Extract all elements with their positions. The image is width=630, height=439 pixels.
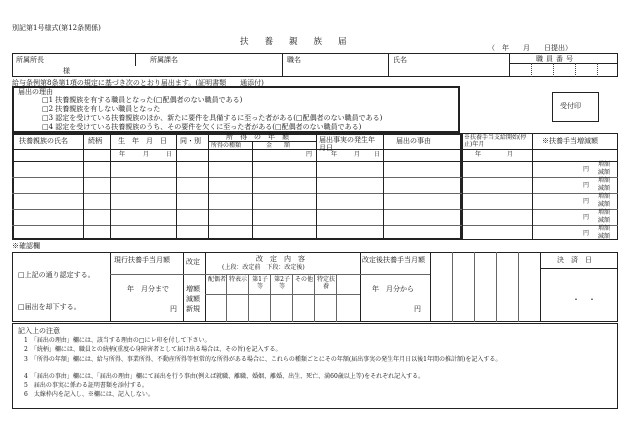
income-amount-unit: 円 (306, 151, 313, 158)
decrease-label: 減額 (598, 185, 611, 192)
note-item-1: 1 「届出の理由」欄には、該当する理由の□にレ印を付して下さい。 (24, 337, 211, 344)
revision-col-1: 特表示 (228, 276, 247, 283)
submit-date[interactable]: （ 年 月 日提出） (488, 44, 572, 52)
revision-col-5: 特定扶養 (316, 276, 335, 290)
revised-sub-label: (上段：改定前 下段：改定後) (222, 264, 305, 271)
allowance-yen-unit: 円 (583, 214, 590, 221)
decision-date-dots: ・ ・ (572, 295, 596, 304)
col-header-event-date: 届出事実の発生年月日 (319, 136, 375, 152)
current-allowance-label: 現行扶養手当月額 (114, 256, 170, 264)
reasons-heading: 届出の理由 (18, 88, 53, 96)
revision-type-new: 新規 (186, 305, 200, 313)
applicant-info-frame (12, 53, 618, 77)
notes-heading: 記入上の注意 (18, 327, 60, 335)
start-month-unit: 月 (507, 151, 514, 158)
post-yen-label: 円 (414, 305, 421, 313)
decrease-label: 減額 (598, 233, 611, 240)
decision-date-label: 決 済 日 (557, 256, 592, 264)
revision-col-4: その他 (294, 276, 313, 283)
allowance-yen-unit: 円 (583, 198, 590, 205)
reject-option[interactable]: □届出を却下する。 (18, 303, 81, 311)
form-label: 別記第1号様式(第12条関係) (12, 24, 101, 32)
revision-col-0: 配偶者 (207, 276, 226, 283)
receipt-stamp-label: 受付印 (560, 102, 581, 110)
increase-label: 増額 (598, 177, 611, 184)
note-item-6: 6 太線枠内を記入し、※欄には、記入しない。 (24, 391, 154, 398)
allowance-yen-unit: 円 (583, 166, 590, 173)
col-header-start-stop: ※扶養手当支給開始(停止)年月 (464, 134, 527, 148)
birth-year-unit: 年 (119, 151, 126, 158)
col-header-reason: 届出の事由 (396, 137, 431, 145)
event-month-unit: 月 (354, 151, 361, 158)
birth-month-unit: 月 (143, 151, 150, 158)
event-day-unit: 日 (374, 151, 381, 158)
allowance-yen-unit: 円 (583, 182, 590, 189)
dept-head-suffix: 様 (63, 67, 70, 75)
decrease-label: 減額 (598, 169, 611, 176)
revision-col-2: 第1子等 (252, 276, 268, 290)
dept-section-label: 所属課名 (150, 56, 178, 64)
reason-option-1[interactable]: □1 扶養親族を有する職員となった(□配偶者のない職員である) (42, 96, 243, 104)
col-header-income-group: 所 得 の 年 額 (226, 133, 289, 141)
staff-number-label: 職員番号 (536, 55, 576, 63)
note-item-2: 2 「続柄」欄には、職員との続柄(重度心身障害者として届け出る場合は、その旨)を記入する。 (24, 346, 282, 353)
col-header-relation: 続柄 (88, 137, 102, 145)
increase-label: 増額 (598, 225, 611, 232)
dept-head-label: 所属所長 (16, 56, 44, 64)
note-item-3: 3 「所得の年額」欄には、給与所得、事業所得、不動産所得等恒常的な所得がある場合に、これらの種類ごとにその年額(届出事実の発生年月日以後1年間の推計額)を記入する。 (24, 356, 502, 363)
col-header-cohabitation: 同・別 (180, 137, 201, 145)
page-title: 扶養親族届 (240, 37, 363, 47)
note-item-4: 4 「届出の事由」欄には、「届出の理由」欄にて届出を行う事由(例えば就職、離職、婚姻、離婚、出生、死亡、満60歳以上等)をそれぞれ記入する。 (24, 373, 425, 380)
start-year-unit: 年 (475, 151, 482, 158)
declaration-text: 給与条例第8条第1項の規定に基づき次のとおり届出ます。(証明書類 通添付) (12, 79, 264, 87)
current-yen-label: 円 (170, 305, 177, 313)
increase-label: 増額 (598, 161, 611, 168)
col-header-birth: 生 年 月 日 (118, 137, 167, 145)
reason-option-3[interactable]: □3 認定を受けている扶養親族のほか、新たに要件を具備するに至った者がある(□配偶者のない職員である) (42, 114, 383, 122)
from-month-label: 年 月分から (372, 285, 414, 293)
person-name-label: 氏名 (393, 56, 407, 64)
revision-col-3: 第2子等 (274, 276, 290, 290)
col-header-name: 扶養親族の氏名 (19, 137, 68, 145)
reason-option-4[interactable]: □4 認定を受けている扶養親族のうち、その要件を欠くに至った者がある(□配偶者のない職員である) (42, 123, 362, 131)
confirm-heading: ※確認欄 (12, 242, 40, 250)
reason-option-2[interactable]: □2 扶養親族を有しない職員となった (42, 105, 161, 113)
decrease-label: 減額 (598, 217, 611, 224)
confirm-box (12, 252, 618, 322)
col-header-income-kind: 所得の種類 (211, 142, 242, 149)
job-title-label: 職名 (287, 56, 301, 64)
allowance-yen-unit: 円 (583, 230, 590, 237)
revised-content-label: 改 定 内 容 (256, 255, 305, 263)
post-allowance-label: 改定後扶養手当月額 (362, 256, 425, 264)
col-header-income-amount: 金 額 (266, 142, 291, 149)
revision-type-decrease: 減額 (186, 295, 200, 303)
col-header-allowance-change: ※扶養手当増減額 (542, 137, 598, 145)
increase-label: 増額 (598, 193, 611, 200)
birth-day-unit: 日 (166, 151, 173, 158)
decrease-label: 減額 (598, 201, 611, 208)
revision-type-increase: 増額 (186, 285, 200, 293)
approve-option[interactable]: □上記の通り認定する。 (18, 271, 95, 279)
until-month-label: 年 月分まで (127, 285, 169, 293)
revision-label: 改定 (186, 258, 200, 266)
event-year-unit: 年 (331, 151, 338, 158)
note-item-5: 5 届出の事実に係わる証明書類を添付する。 (24, 382, 148, 389)
increase-label: 増額 (598, 209, 611, 216)
